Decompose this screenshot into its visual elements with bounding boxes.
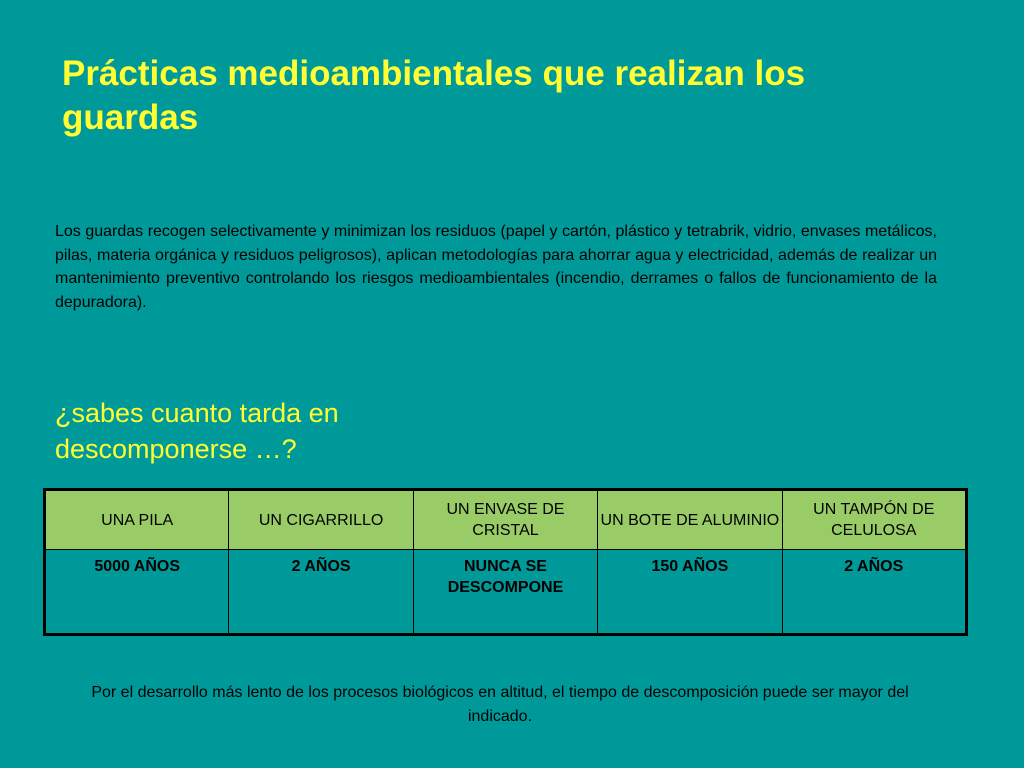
table-value-cell: 2 AÑOS <box>229 550 413 635</box>
footer-note: Por el desarrollo más lento de los procesos biológicos en altitud, el tiempo de descomposición puede ser mayor del indicado. <box>91 684 909 725</box>
slide-title: Prácticas medioambientales que realizan los guardas <box>62 54 806 137</box>
decomposition-question: ¿sabes cuanto tarda en descomponerse …? <box>55 398 339 464</box>
table-header-row <box>45 490 967 550</box>
intro-paragraph: Los guardas recogen selectivamente y minimizan los residuos (papel y cartón, plástico y tetrabrik, vidrio, envases metálicos, pilas, materia orgánica y residuos peligrosos), aplican metodologías para ahorrar agua y electricidad, además de realizar un mantenimiento preventivo controlando los riesgos medioambientales (incendio, derrames o fallos de funcionamiento de la depuradora). <box>55 223 937 311</box>
table-value-cell: NUNCA SE DESCOMPONE <box>413 550 597 635</box>
table-row <box>45 550 967 635</box>
table-header-cell: UN TAMPÓN DE CELULOSA <box>782 490 966 550</box>
table-header-cell: UNA PILA <box>45 490 229 550</box>
table-header-cell: UN BOTE DE ALUMINIO <box>598 490 782 550</box>
table-value-cell: 2 AÑOS <box>782 550 966 635</box>
table-header-cell: UN CIGARRILLO <box>229 490 413 550</box>
table-value-cell: 150 AÑOS <box>598 550 782 635</box>
table-value-cell: 5000 AÑOS <box>45 550 229 635</box>
table-header-cell: UN ENVASE DE CRISTAL <box>413 490 597 550</box>
decomposition-table <box>43 488 968 636</box>
